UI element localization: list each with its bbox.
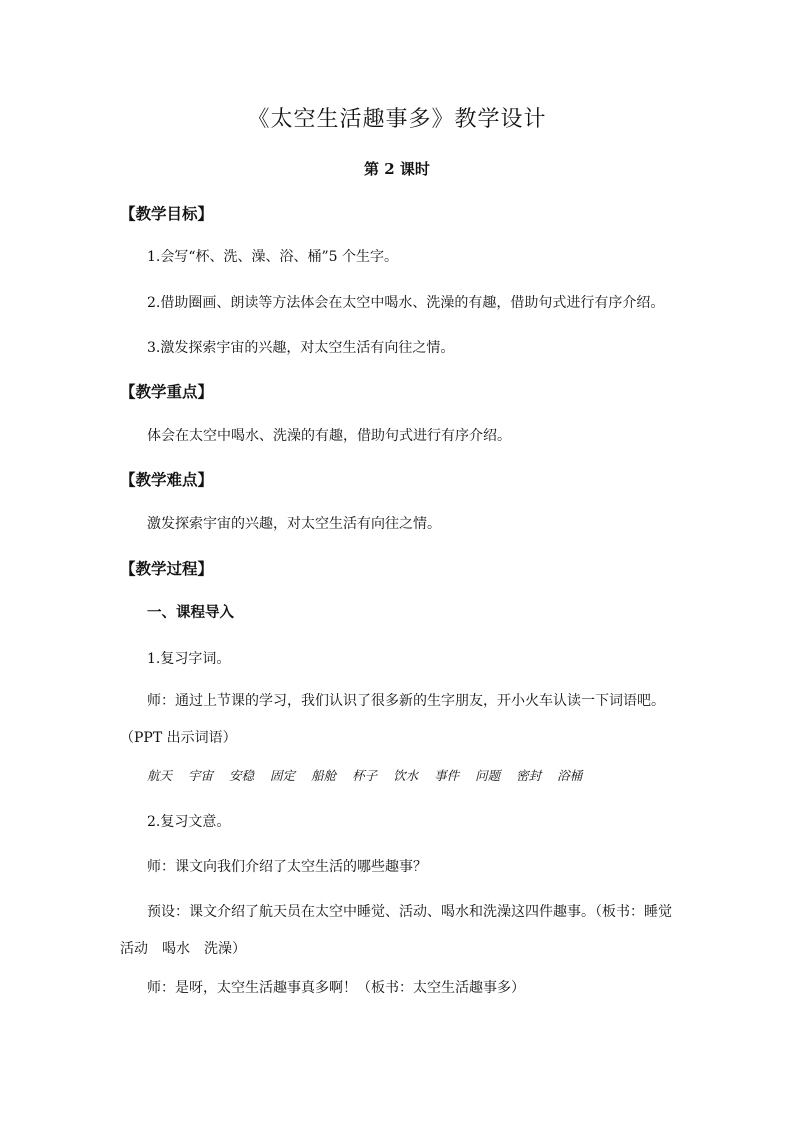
difficulty-heading: 【教学难点】 — [120, 470, 214, 489]
vocab-word: 航天 — [147, 768, 173, 783]
vocab-word: 饮水 — [393, 768, 419, 783]
vocab-word: 固定 — [270, 768, 296, 783]
vocab-word: 安稳 — [229, 768, 255, 783]
vocab-word: 船舱 — [311, 768, 337, 783]
objective-item-1: 1.会写“杯、洗、澡、浴、桶”5 个生字。 — [147, 249, 399, 265]
vocab-word: 杯子 — [352, 768, 378, 783]
vocab-word: 问题 — [475, 768, 501, 783]
part1-heading: 一、课程导入 — [147, 604, 234, 621]
teacher-intro-text: 师：通过上节课的学习，我们认识了很多新的生字朋友，开小火车认读一下词语吧。（PPT 出示词语） — [120, 693, 665, 746]
objective-item-3: 3.激发探索宇宙的兴趣，对太空生活有向往之情。 — [147, 340, 455, 356]
vocab-word: 宇宙 — [188, 768, 214, 783]
preset-answer-text: 预设：课文介绍了航天员在太空中睡觉、活动、喝水和洗澡这四件趣事。（板书：睡觉 活动 喝水 洗澡） — [120, 904, 686, 957]
process-heading: 【教学过程】 — [120, 559, 214, 578]
teacher-summary-text: 师：是呀，太空生活趣事真多啊！（板书：太空生活趣事多） — [147, 980, 525, 996]
vocab-word: 事件 — [434, 768, 460, 783]
keypoint-heading: 【教学重点】 — [120, 382, 214, 401]
step1-text: 1.复习字词。 — [147, 651, 231, 667]
page-title: 《太空生活趣事多》教学设计 — [247, 107, 547, 132]
lesson-label: 第 2 课时 — [364, 160, 430, 178]
objective-item-2: 2.借助圈画、朗读等方法体会在太空中喝水、洗澡的有趣，借助句式进行有序介绍。 — [147, 295, 665, 311]
vocabulary-list — [147, 766, 598, 784]
objectives-heading: 【教学目标】 — [120, 204, 214, 223]
step2-text: 2.复习文意。 — [147, 814, 231, 830]
vocab-word: 浴桶 — [557, 768, 583, 783]
teacher-question-text: 师：课文向我们介绍了太空生活的哪些趣事？ — [147, 859, 427, 875]
keypoint-text: 体会在太空中喝水、洗澡的有趣，借助句式进行有序介绍。 — [147, 428, 511, 444]
vocab-word: 密封 — [516, 768, 542, 783]
difficulty-text: 激发探索宇宙的兴趣，对太空生活有向往之情。 — [147, 516, 441, 532]
